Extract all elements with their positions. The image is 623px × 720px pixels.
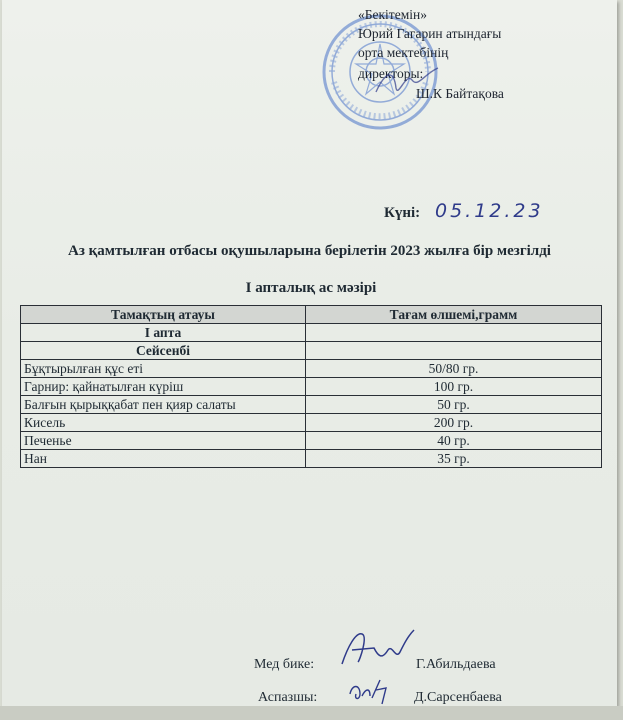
dish-amount: 100 гр.	[306, 378, 602, 396]
director-signature-icon	[372, 62, 442, 102]
table-header-row	[21, 306, 602, 324]
background-edge	[0, 706, 623, 720]
table-row-day	[21, 342, 602, 360]
approval-school-name: Юрий Гагарин атындағы	[358, 26, 502, 41]
dish-name: Кисель	[21, 414, 306, 432]
dish-amount: 200 гр.	[306, 414, 602, 432]
cook-name: Д.Сарсенбаева	[414, 690, 502, 705]
nurse-signature-icon	[338, 626, 418, 672]
table-row	[21, 378, 602, 396]
header-dish-name: Тамақтың атауы	[21, 306, 306, 324]
dish-name: Балғын қырыққабат пен қияр салаты	[21, 396, 306, 414]
document-title: Аз қамтылған отбасы оқушыларына берілетін 2023 жылға бір мезгілді	[68, 243, 551, 259]
dish-name: Гарнир: қайнатылған күріш	[21, 378, 306, 396]
nurse-name: Г.Абильдаева	[416, 657, 496, 672]
day-label: Сейсенбі	[21, 342, 306, 360]
approval-school-type: орта мектебінің	[358, 45, 449, 60]
table-row	[21, 450, 602, 468]
nurse-label: Мед бике:	[254, 657, 315, 672]
date-value: 05.12.23	[435, 200, 544, 222]
dish-name: Печенье	[21, 432, 306, 450]
dish-amount: 50/80 гр.	[306, 360, 602, 378]
table-row	[21, 396, 602, 414]
menu-table	[20, 305, 602, 468]
table-row	[21, 432, 602, 450]
table-row-week	[21, 324, 602, 342]
week-label: I апта	[21, 324, 306, 342]
approval-heading: «Бекітемін»	[358, 7, 427, 22]
approval-position: директоры:	[358, 66, 424, 81]
dish-name: Бұқтырылған құс еті	[21, 360, 306, 378]
dish-amount: 40 гр.	[306, 432, 602, 450]
date-label: Күні:	[384, 205, 421, 221]
dish-name: Нан	[21, 450, 306, 468]
approval-director-name: Ш.К Байтақова	[416, 86, 504, 101]
header-portion-size: Тағам өлшемі,грамм	[306, 306, 602, 324]
document-sheet	[2, 0, 617, 706]
day-empty-cell	[306, 342, 602, 360]
table-row	[21, 414, 602, 432]
week-empty-cell	[306, 324, 602, 342]
dish-amount: 35 гр.	[306, 450, 602, 468]
dish-amount: 50 гр.	[306, 396, 602, 414]
table-row	[21, 360, 602, 378]
document-subtitle: I апталық ас мәзірі	[245, 280, 377, 296]
cook-label: Аспазшы:	[258, 690, 318, 705]
cook-signature-icon	[346, 676, 392, 706]
